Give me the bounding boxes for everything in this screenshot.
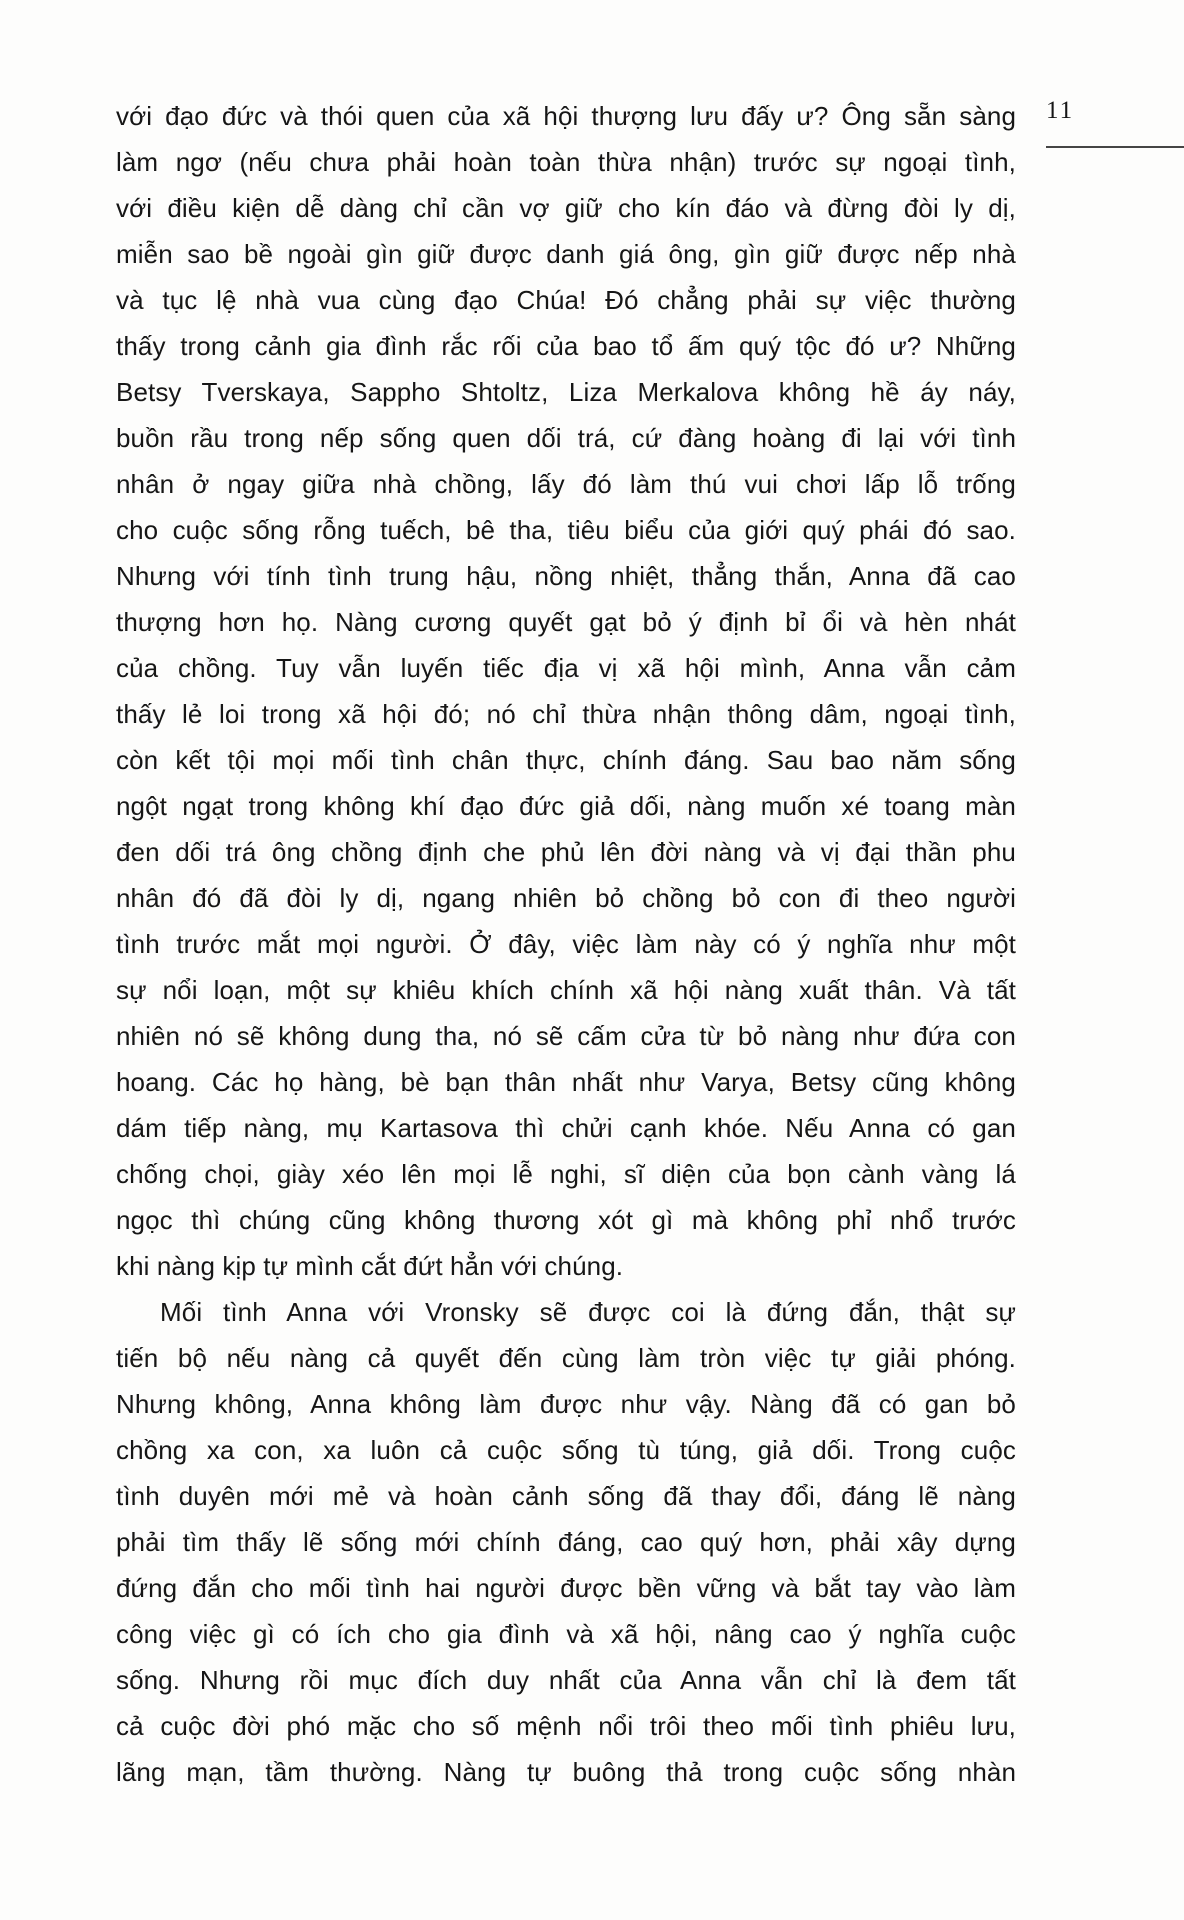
text-line: chống chọi, giày xéo lên mọi lễ nghi, sĩ diện của bọn cành vàng lá: [116, 1159, 1016, 1189]
text-line: cả cuộc đời phó mặc cho số mệnh nổi trôi theo mối tình phiêu lưu,: [116, 1711, 1016, 1741]
text-line: tiến bộ nếu nàng cả quyết đến cùng làm tròn việc tự giải phóng.: [116, 1343, 1016, 1373]
text-line: ngột ngạt trong không khí đạo đức giả dối, nàng muốn xé toang màn: [116, 791, 1016, 821]
text-line: Nhưng không, Anna không làm được như vậy. Nàng đã có gan bỏ: [116, 1389, 1016, 1419]
text-line: khi nàng kịp tự mình cắt đứt hẳn với chúng.: [116, 1251, 624, 1281]
text-line: chồng xa con, xa luôn cả cuộc sống tù túng, giả dối. Trong cuộc: [116, 1435, 1016, 1465]
text-line: cho cuộc sống rỗng tuếch, bê tha, tiêu biểu của giới quý phái đó sao.: [116, 515, 1016, 545]
text-line: Nhưng với tính tình trung hậu, nồng nhiệt, thẳng thắn, Anna đã cao: [116, 561, 1016, 591]
text-line: phải tìm thấy lẽ sống mới chính đáng, cao quý hơn, phải xây dựng: [116, 1527, 1016, 1557]
text-line: lãng mạn, tầm thường. Nàng tự buông thả trong cuộc sống nhàn: [116, 1757, 1016, 1787]
text-line: thấy lẻ loi trong xã hội đó; nó chỉ thừa nhận thông dâm, ngoại tình,: [116, 699, 1016, 729]
text-line: dám tiếp nàng, mụ Kartasova thì chửi cạnh khóe. Nếu Anna có gan: [116, 1113, 1016, 1143]
text-line: và tục lệ nhà vua cùng đạo Chúa! Đó chẳng phải sự việc thường: [116, 285, 1016, 315]
paragraph: [116, 1289, 1016, 1795]
text-line: sự nổi loạn, một sự khiêu khích chính xã hội nàng xuất thân. Và tất: [116, 975, 1016, 1005]
text-line: nhiên nó sẽ không dung tha, nó sẽ cấm cửa từ bỏ nàng như đứa con: [116, 1021, 1016, 1051]
text-line: Betsy Tverskaya, Sappho Shtoltz, Liza Merkalova không hề áy náy,: [116, 377, 1016, 407]
text-line: miễn sao bề ngoài gìn giữ được danh giá ông, gìn giữ được nếp nhà: [116, 239, 1016, 269]
text-line: với đạo đức và thói quen của xã hội thượng lưu đấy ư? Ông sẵn sàng: [116, 101, 1016, 131]
text-line: sống. Nhưng rồi mục đích duy nhất của Anna vẫn chỉ là đem tất: [116, 1665, 1016, 1695]
text-line: thấy trong cảnh gia đình rắc rối của bao tổ ấm quý tộc đó ư? Những: [116, 331, 1016, 361]
text-line: hoang. Các họ hàng, bè bạn thân nhất như Varya, Betsy cũng không: [116, 1067, 1016, 1097]
text-line: nhân đó đã đòi ly dị, ngang nhiên bỏ chồng bỏ con đi theo người: [116, 883, 1016, 913]
text-line: nhân ở ngay giữa nhà chồng, lấy đó làm thú vui chơi lấp lỗ trống: [116, 469, 1016, 499]
text-line: làm ngơ (nếu chưa phải hoàn toàn thừa nhận) trước sự ngoại tình,: [116, 147, 1016, 177]
text-line: của chồng. Tuy vẫn luyến tiếc địa vị xã hội mình, Anna vẫn cảm: [116, 653, 1016, 683]
text-line: công việc gì có ích cho gia đình và xã hội, nâng cao ý nghĩa cuộc: [116, 1619, 1016, 1649]
text-line: với điều kiện dễ dàng chỉ cần vợ giữ cho kín đáo và đừng đòi ly dị,: [116, 193, 1016, 223]
text-line: đen dối trá ông chồng định che phủ lên đời nàng và vị đại thần phu: [116, 837, 1016, 867]
text-line: ngọc thì chúng cũng không thương xót gì mà không phỉ nhổ trước: [116, 1205, 1016, 1235]
body-text: [116, 93, 1016, 1795]
text-line: còn kết tội mọi mối tình chân thực, chính đáng. Sau bao năm sống: [116, 745, 1016, 775]
text-line: buồn rầu trong nếp sống quen dối trá, cứ đàng hoàng đi lại với tình: [116, 423, 1016, 453]
page-number: 11: [1046, 97, 1075, 124]
text-line: tình trước mắt mọi người. Ở đây, việc làm này có ý nghĩa như một: [116, 929, 1016, 959]
text-line: đứng đắn cho mối tình hai người được bền vững và bắt tay vào làm: [116, 1573, 1016, 1603]
text-line: thượng hơn họ. Nàng cương quyết gạt bỏ ý định bỉ ổi và hèn nhát: [116, 607, 1016, 637]
paragraph: [116, 93, 1016, 1289]
text-line: Mối tình Anna với Vronsky sẽ được coi là đứng đắn, thật sự: [160, 1297, 1016, 1327]
text-line: tình duyên mới mẻ và hoàn cảnh sống đã thay đổi, đáng lẽ nàng: [116, 1481, 1016, 1511]
header-rule: [1046, 146, 1184, 148]
